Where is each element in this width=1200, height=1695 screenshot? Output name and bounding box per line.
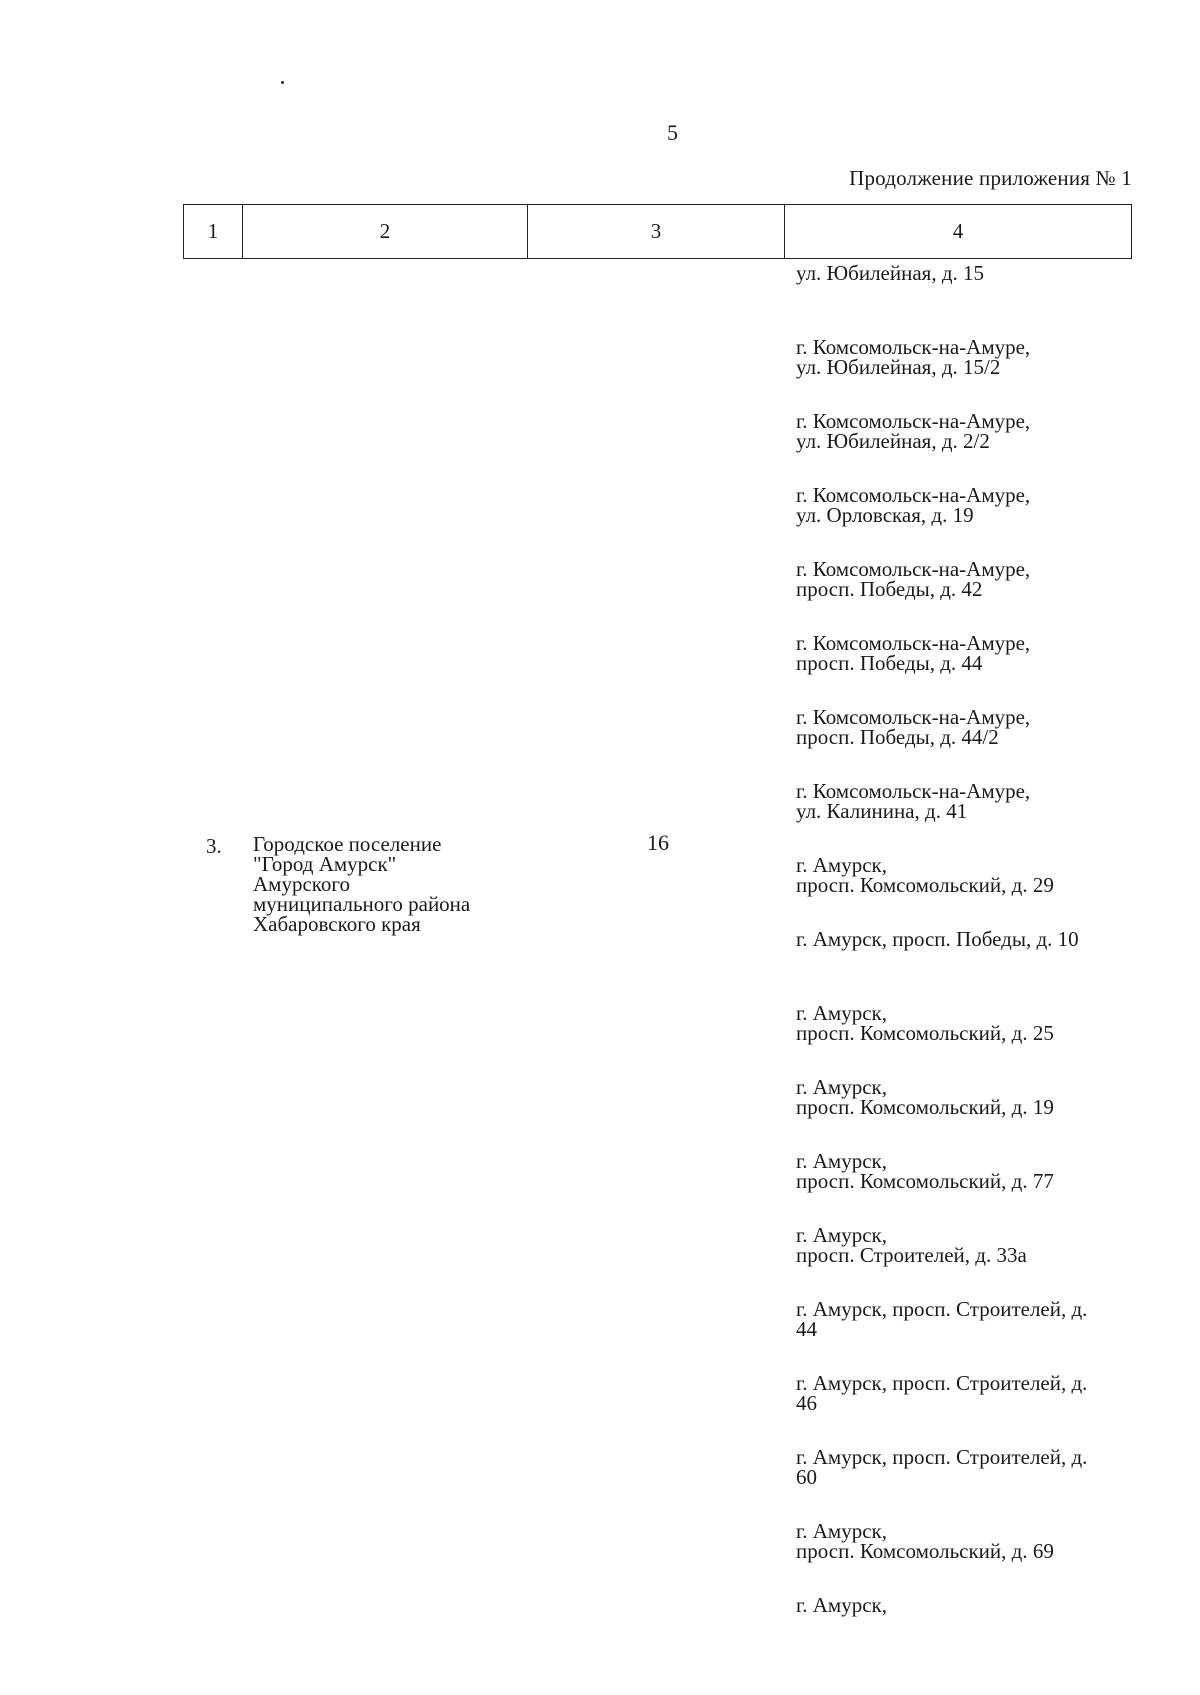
table-header-row	[183, 204, 1132, 259]
header-cell-3: 3	[528, 205, 785, 258]
address-item: г. Амурск, просп. Строителей, д. 46	[796, 1371, 1088, 1415]
address-item: г. Комсомольск-на-Амуре, ул. Юбилейная, д. 15/2	[796, 335, 1031, 379]
header-cell-4: 4	[952, 219, 964, 243]
address-item: г. Амурск, просп. Комсомольский, д. 25	[796, 1001, 1054, 1045]
page-number: 5	[667, 120, 678, 145]
scan-speck	[281, 81, 284, 84]
address-item: г. Амурск, просп. Комсомольский, д. 29	[796, 853, 1054, 897]
address-item: г. Комсомольск-на-Амуре, просп. Победы, д. 44/2	[796, 705, 1031, 749]
address-item: г. Комсомольск-на-Амуре, просп. Победы, д. 42	[796, 557, 1031, 601]
address-item: г. Амурск, просп. Комсомольский, д. 19	[796, 1075, 1054, 1119]
address-item: г. Амурск,	[796, 1593, 887, 1617]
address-item: г. Амурск, просп. Комсомольский, д. 77	[796, 1149, 1054, 1193]
address-item: г. Комсомольск-на-Амуре, ул. Калинина, д. 41	[796, 779, 1031, 823]
address-item: г. Комсомольск-на-Амуре, просп. Победы, д. 44	[796, 631, 1031, 675]
address-item: г. Амурск, просп. Победы, д. 10	[796, 927, 1079, 951]
address-item: ул. Юбилейная, д. 15	[796, 261, 985, 285]
header-cell-1: 1	[184, 205, 243, 258]
address-item: г. Амурск, просп. Строителей, д. 60	[796, 1445, 1088, 1489]
address-item: г. Комсомольск-на-Амуре, ул. Орловская, д. 19	[796, 483, 1031, 527]
address-item: г. Комсомольск-на-Амуре, ул. Юбилейная, д. 2/2	[796, 409, 1031, 453]
address-item: г. Амурск, просп. Строителей, д. 33а	[796, 1223, 1027, 1267]
header-cell-2: 2	[243, 205, 528, 258]
address-count: 16	[647, 830, 669, 855]
address-item: г. Амурск, просп. Комсомольский, д. 69	[796, 1519, 1054, 1563]
row-number: 3.	[206, 834, 222, 858]
address-item: г. Амурск, просп. Строителей, д. 44	[796, 1297, 1088, 1341]
address-list	[796, 263, 1141, 1669]
settlement-name: Городское поселение "Город Амурск" Амурского муниципального района Хабаровского края	[253, 832, 471, 936]
continuation-label: Продолжение приложения № 1	[849, 166, 1132, 190]
